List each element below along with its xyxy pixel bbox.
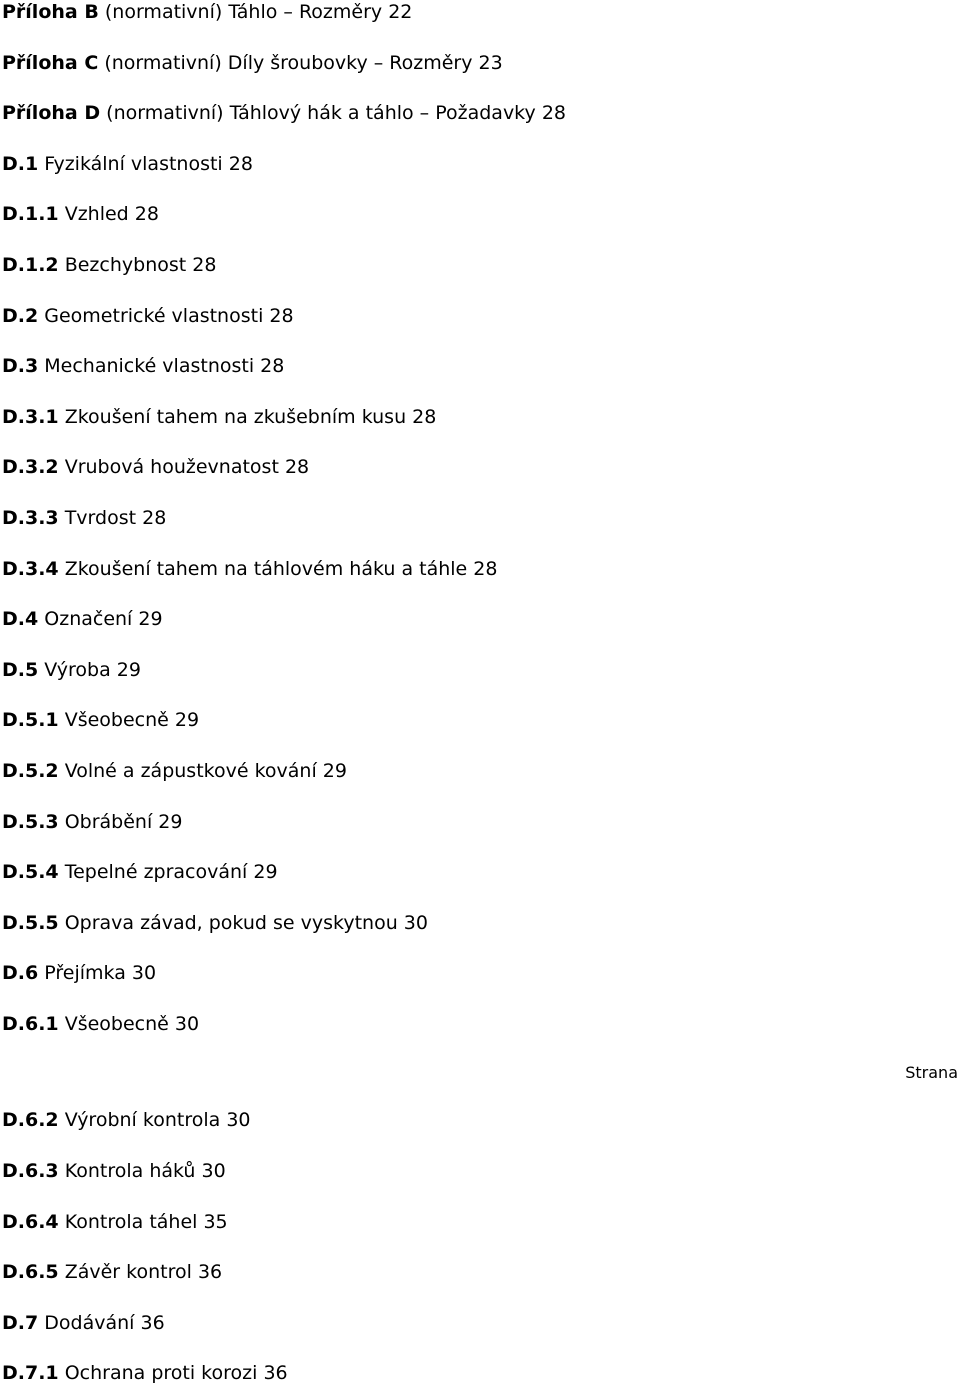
toc-entry-title: Tvrdost [64,507,137,529]
toc-entry-page: 29 [158,811,183,833]
toc-entry-number: D.3 [2,355,39,377]
toc-entry-number: Příloha D [2,102,101,124]
toc-entry-number: D.3.2 [2,456,59,478]
toc-entry [2,202,159,226]
toc-entry [2,1159,226,1183]
toc-entry-title: Výroba [44,659,111,681]
toc-entry [2,557,497,581]
toc-entry [2,810,182,834]
toc-entry [2,860,278,884]
toc-entry-title: Přejímka [44,962,126,984]
toc-entry-title: Zkoušení tahem na zkušebním kusu [64,406,407,428]
toc-entry [2,304,294,328]
toc-entry-number: D.3.4 [2,558,59,580]
toc-entry-number: D.6.1 [2,1013,59,1035]
toc-entry-number: Příloha B [2,1,99,23]
toc-entry-page: 29 [322,760,347,782]
toc-entry-number: D.7.1 [2,1362,59,1384]
toc-entry [2,405,436,429]
toc-entry-title: (normativní) Táhlo – Rozměry [104,1,383,23]
toc-entry-page: 28 [260,355,285,377]
toc-entry-page: 28 [134,203,159,225]
toc-entry-number: D.1 [2,153,39,175]
toc-entry [2,658,141,682]
toc-entry-page: 28 [473,558,498,580]
toc-entry-page: 30 [403,912,428,934]
toc-entry-number: D.4 [2,608,39,630]
toc-entry-title: Vzhled [64,203,129,225]
toc-entry-title: (normativní) Díly šroubovky – Rozměry [104,52,473,74]
toc-entry-number: D.5.5 [2,912,59,934]
toc-entry [2,506,166,530]
toc-entry-number: D.6.5 [2,1261,59,1283]
toc-entry-title: Fyzikální vlastnosti [44,153,223,175]
toc-entry-title: Zkoušení tahem na táhlovém háku a táhle [64,558,468,580]
toc-entry [2,51,503,75]
toc-entry-page: 22 [388,1,413,23]
toc-entry [2,708,199,732]
toc-entry [2,1012,199,1036]
toc-entry-page: 29 [116,659,141,681]
toc-entry [2,759,347,783]
toc-entry-number: D.7 [2,1312,39,1334]
toc-entry-title: Všeobecně [64,1013,169,1035]
toc-entry [2,101,566,125]
toc-entry-title: Ochrana proti korozi [64,1362,258,1384]
toc-entry-number: D.6.4 [2,1211,59,1233]
toc-entry-page: 36 [197,1261,223,1283]
page-label-strana: Strana [905,1063,958,1082]
toc-entry-page: 28 [228,153,253,175]
toc-entry-page: 28 [192,254,217,276]
toc-entry-title: Bezchybnost [64,254,187,276]
toc-entry [2,455,309,479]
toc-entry-number: D.5.1 [2,709,59,731]
toc-entry-number: D.6.2 [2,1109,59,1131]
toc-entry-title: Oprava závad, pokud se vyskytnou [64,912,398,934]
toc-entry-title: Obrábění [64,811,153,833]
toc-entry [2,961,156,985]
toc-entry-page: 28 [284,456,310,478]
toc-entry-page: 29 [174,709,200,731]
toc-entry-number: D.1.1 [2,203,59,225]
toc-entry [2,1108,251,1132]
toc-entry-page: 28 [412,406,437,428]
toc-entry [2,1210,228,1234]
toc-entry-number: D.2 [2,305,39,327]
toc-entry-page: 29 [138,608,163,630]
toc-entry-title: (normativní) Táhlový hák a táhlo – Požadavky [106,102,536,124]
toc-entry-number: D.6 [2,962,39,984]
toc-entry-title: Kontrola táhel [64,1211,198,1233]
toc-entry-number: D.5 [2,659,39,681]
toc-entry-title: Všeobecně [64,709,169,731]
toc-entry [2,253,216,277]
toc-entry-title: Mechanické vlastnosti [44,355,255,377]
toc-entry-page: 30 [174,1013,200,1035]
toc-entry-page: 30 [201,1160,226,1182]
toc-entry-title: Závěr kontrol [64,1261,192,1283]
toc-entry-number: D.3.3 [2,507,59,529]
toc-entry-page: 29 [253,861,278,883]
toc-entry-page: 30 [131,962,157,984]
toc-entry-page: 30 [226,1109,251,1131]
toc-entry-title: Geometrické vlastnosti [44,305,264,327]
toc-entry-title: Dodávání [44,1312,135,1334]
toc-entry-page: 28 [541,102,566,124]
toc-entry [2,354,284,378]
toc-entry-page: 28 [269,305,294,327]
toc-entry [2,0,412,24]
toc-entry-number: D.5.4 [2,861,59,883]
toc-entry-title: Kontrola háků [64,1160,196,1182]
toc-entry-title: Tepelné zpracování [64,861,248,883]
toc-entry-page: 36 [263,1362,288,1384]
toc-entry-page: 35 [203,1211,228,1233]
toc-entry-page: 36 [140,1312,165,1334]
toc-entry-page: 28 [142,507,167,529]
toc-entry-number: D.5.3 [2,811,59,833]
toc-entry [2,152,253,176]
toc-entry-page: 23 [478,52,503,74]
toc-entry-number: Příloha C [2,52,99,74]
toc-entry-number: D.6.3 [2,1160,59,1182]
toc-entry [2,1260,222,1284]
toc-entry-number: D.3.1 [2,406,59,428]
toc-entry-title: Vrubová houževnatost [64,456,279,478]
toc-entry-title: Výrobní kontrola [64,1109,221,1131]
toc-entry [2,911,428,935]
toc-entry-title: Volné a zápustkové kování [64,760,317,782]
toc-entry [2,607,163,631]
toc-entry [2,1361,288,1385]
toc-entry [2,1311,165,1335]
toc-entry-number: D.1.2 [2,254,59,276]
toc-entry-title: Označení [44,608,133,630]
toc-entry-number: D.5.2 [2,760,59,782]
